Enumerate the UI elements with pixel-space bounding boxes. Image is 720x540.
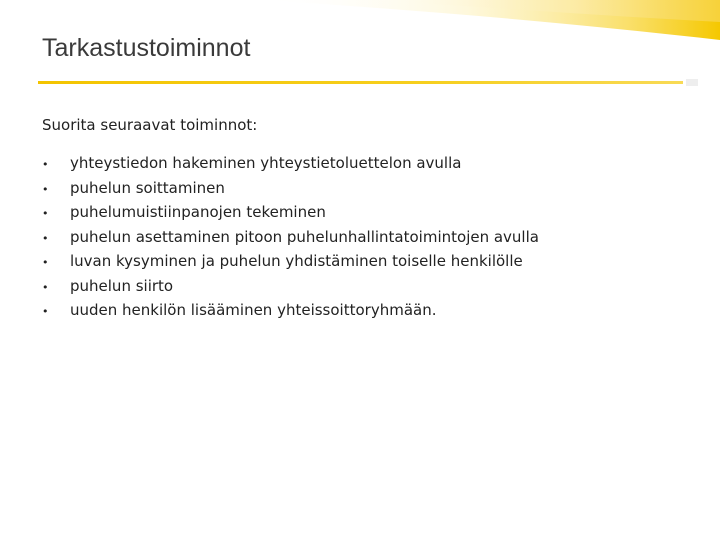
list-item xyxy=(42,226,539,251)
bullet-icon: • xyxy=(42,280,49,294)
list-item-text: puhelun siirto xyxy=(70,276,174,295)
bullet-icon: • xyxy=(42,158,49,171)
title-underline xyxy=(38,81,683,84)
intro-text: Suorita seuraavat toiminnot: xyxy=(42,116,258,134)
bullet-icon: • xyxy=(42,182,49,196)
bullet-icon: • xyxy=(42,305,49,318)
list-item-text: luvan kysyminen ja puhelun yhdistäminen toiselle henkilölle xyxy=(70,252,523,270)
bullet-icon: • xyxy=(42,207,49,220)
bullet-icon: • xyxy=(42,231,49,245)
list-item-text: uuden henkilön lisääminen yhteissoittoryhmään. xyxy=(70,301,437,319)
slide-title: Tarkastustoiminnot xyxy=(42,34,251,62)
action-list xyxy=(42,152,539,324)
list-item-text: puhelun asettaminen pitoon puhelunhallintatoimintojen avulla xyxy=(70,227,539,246)
list-item xyxy=(42,275,539,300)
list-item xyxy=(42,299,539,324)
title-underline-end xyxy=(686,79,698,86)
list-item xyxy=(42,152,539,177)
list-item xyxy=(42,201,539,226)
list-item xyxy=(42,250,539,275)
list-item-text: yhteystiedon hakeminen yhteystietoluettelon avulla xyxy=(70,154,462,172)
bullet-icon: • xyxy=(42,256,49,269)
list-item xyxy=(42,177,539,202)
list-item-text: puhelumuistiinpanojen tekeminen xyxy=(70,203,326,221)
list-item-text: puhelun soittaminen xyxy=(70,178,225,197)
